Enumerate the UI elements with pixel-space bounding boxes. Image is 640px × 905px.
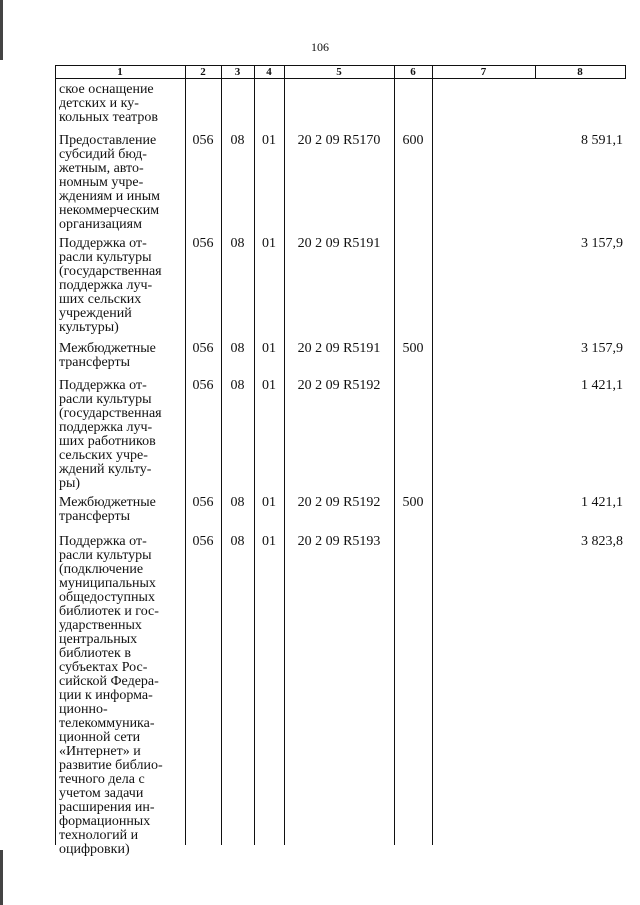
target-article-code: 20 2 09 R5191 [297, 341, 381, 356]
amount: 3 157,9 [581, 236, 623, 251]
expense-type-code: 500 [402, 495, 424, 510]
subsection-code: 01 [262, 378, 276, 393]
section-code: 08 [230, 236, 245, 251]
column-header: 7 [480, 66, 487, 78]
column-header: 2 [200, 66, 206, 78]
subsection-code: 01 [262, 133, 276, 148]
amount: 1 421,1 [581, 378, 623, 393]
section-code: 08 [230, 534, 245, 549]
amount: 1 421,1 [581, 495, 623, 510]
column-line [221, 65, 222, 845]
column-header: 1 [117, 66, 123, 78]
column-line [284, 65, 285, 845]
section-code: 08 [230, 495, 245, 510]
page-number: 106 [311, 40, 329, 54]
expense-type-code: 500 [402, 341, 424, 356]
column-line [432, 65, 433, 845]
ministry-code: 056 [192, 341, 214, 356]
row-name: Поддержка от- расли культуры (подключение муниципальных общедоступных библиотек и гос- ударственных центральных библиотек в субъектах Рос- сийской Федера- ции к информа- ционно- телекоммуника- ционной сети «Интернет» и развитие библио- течного дела с учетом задачи расширения ин- формационных технологий и оцифровки) [59, 534, 163, 857]
row-name: Поддержка от- расли культуры (государственная поддержка луч- ших сельских учреждений культуры) [59, 236, 162, 335]
subsection-code: 01 [262, 341, 276, 356]
column-line [394, 65, 395, 845]
row-name: Межбюджетные трансферты [59, 341, 156, 370]
subsection-code: 01 [262, 236, 276, 251]
target-article-code: 20 2 09 R5192 [297, 495, 381, 510]
scan-edge-bottom [0, 850, 3, 905]
column-line [55, 65, 56, 845]
target-article-code: 20 2 09 R5192 [297, 378, 381, 393]
target-article-code: 20 2 09 R5191 [297, 236, 381, 251]
target-article-code: 20 2 09 R5193 [297, 534, 381, 549]
column-header: 3 [234, 66, 241, 78]
column-header: 4 [266, 66, 272, 78]
ministry-code: 056 [192, 236, 214, 251]
column-header: 6 [410, 66, 416, 78]
row-name: ское оснащение детских и ку- кольных театров [59, 82, 158, 125]
expense-type-code: 600 [402, 133, 424, 148]
subsection-code: 01 [262, 495, 276, 510]
target-article-code: 20 2 09 R5170 [297, 133, 381, 148]
table-header-row [55, 65, 626, 79]
amount: 3 157,9 [581, 341, 623, 356]
ministry-code: 056 [192, 495, 214, 510]
section-code: 08 [230, 341, 245, 356]
amount: 8 591,1 [581, 133, 623, 148]
budget-table [55, 65, 626, 857]
row-name: Поддержка от- расли культуры (государственная поддержка луч- ших работников сельских учре- ждений культу- ры) [59, 378, 162, 491]
amount: 3 823,8 [581, 534, 623, 549]
ministry-code: 056 [192, 133, 214, 148]
subsection-code: 01 [262, 534, 276, 549]
column-line [185, 65, 186, 845]
column-header: 8 [577, 66, 583, 78]
column-line [254, 65, 255, 845]
section-code: 08 [230, 378, 245, 393]
ministry-code: 056 [192, 378, 214, 393]
section-code: 08 [230, 133, 245, 148]
row-name: Предоставление субсидий бюд- жетным, авто- номным учре- ждениям и иным некоммерческим организациям [59, 133, 161, 232]
row-name: Межбюджетные трансферты [59, 495, 156, 524]
ministry-code: 056 [192, 534, 214, 549]
column-header: 5 [336, 66, 342, 78]
